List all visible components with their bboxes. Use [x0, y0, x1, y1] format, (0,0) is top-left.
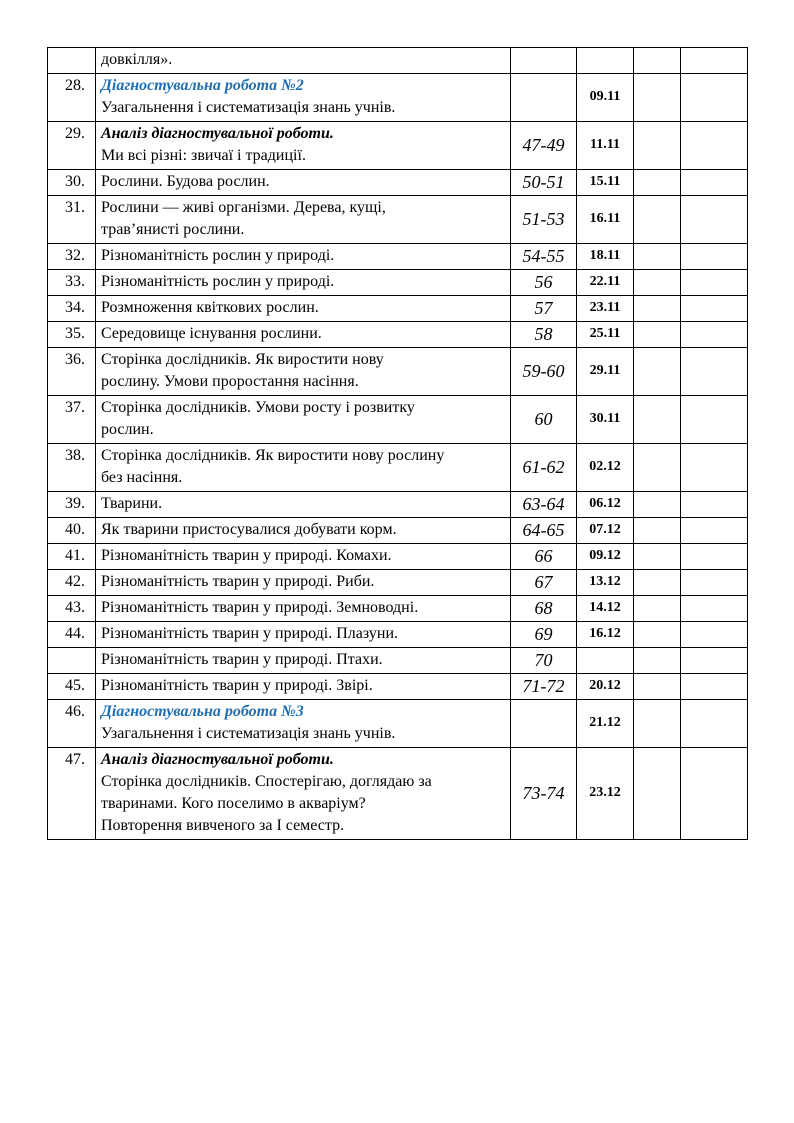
- empty-cell: [681, 518, 748, 544]
- lesson-date: 29.11: [577, 348, 634, 396]
- lesson-number: 34.: [48, 296, 96, 322]
- textbook-pages: 68: [511, 596, 577, 622]
- topic-line: Різноманітність тварин у природі. Плазуни.: [101, 625, 398, 642]
- lesson-number: 33.: [48, 270, 96, 296]
- empty-cell: [681, 122, 748, 170]
- empty-cell: [681, 570, 748, 596]
- table-row: [48, 348, 748, 396]
- lesson-date: 16.12: [577, 622, 634, 648]
- lesson-date: 13.12: [577, 570, 634, 596]
- table-row: [48, 296, 748, 322]
- textbook-pages: 47-49: [511, 122, 577, 170]
- textbook-pages: 50-51: [511, 170, 577, 196]
- lesson-number: 39.: [48, 492, 96, 518]
- empty-cell: [634, 544, 681, 570]
- lesson-number: [48, 648, 96, 674]
- lesson-date: 30.11: [577, 396, 634, 444]
- lesson-number: 31.: [48, 196, 96, 244]
- empty-cell: [634, 596, 681, 622]
- lesson-date: 18.11: [577, 244, 634, 270]
- empty-cell: [681, 196, 748, 244]
- topic-line: Сторінка дослідників. Як виростити нову рослину: [101, 447, 445, 464]
- lesson-topic: [96, 748, 511, 840]
- lesson-date: 07.12: [577, 518, 634, 544]
- empty-cell: [634, 322, 681, 348]
- textbook-pages: 57: [511, 296, 577, 322]
- empty-cell: [634, 622, 681, 648]
- textbook-pages: 61-62: [511, 444, 577, 492]
- topic-line: Сторінка дослідників. Як виростити нову: [101, 351, 384, 368]
- table-row: [48, 444, 748, 492]
- lesson-number: 43.: [48, 596, 96, 622]
- empty-cell: [634, 348, 681, 396]
- lesson-date: 09.11: [577, 74, 634, 122]
- topic-line: без насіння.: [101, 469, 183, 486]
- lesson-date: 06.12: [577, 492, 634, 518]
- lesson-number: 40.: [48, 518, 96, 544]
- lesson-number: 28.: [48, 74, 96, 122]
- textbook-pages: [511, 74, 577, 122]
- table-row: [48, 322, 748, 348]
- table-row: [48, 648, 748, 674]
- lesson-number: 44.: [48, 622, 96, 648]
- lesson-topic: [96, 518, 511, 544]
- analysis-title: Аналіз діагностувальної роботи.: [101, 751, 334, 768]
- empty-cell: [634, 74, 681, 122]
- table-row: [48, 170, 748, 196]
- empty-cell: [634, 396, 681, 444]
- topic-line: Сторінка дослідників. Умови росту і розвитку: [101, 399, 415, 416]
- textbook-pages: 58: [511, 322, 577, 348]
- empty-cell: [634, 518, 681, 544]
- topic-line: рослину. Умови проростання насіння.: [101, 373, 359, 390]
- empty-cell: [634, 270, 681, 296]
- lesson-date: 02.12: [577, 444, 634, 492]
- empty-cell: [681, 674, 748, 700]
- topic-line: Рослини — живі організми. Дерева, кущі,: [101, 199, 386, 216]
- empty-cell: [681, 700, 748, 748]
- empty-cell: [634, 570, 681, 596]
- lesson-topic: [96, 674, 511, 700]
- table-row: [48, 674, 748, 700]
- diagnostic-work-title: Діагностувальна робота №2: [101, 77, 304, 94]
- topic-line: Середовище існування рослини.: [101, 325, 322, 342]
- lesson-topic: [96, 296, 511, 322]
- table-row: [48, 196, 748, 244]
- lesson-date: 09.12: [577, 544, 634, 570]
- lesson-topic: [96, 570, 511, 596]
- topic-line: Тварини.: [101, 495, 163, 512]
- textbook-pages: 73-74: [511, 748, 577, 840]
- lesson-topic: [96, 648, 511, 674]
- table-row: [48, 596, 748, 622]
- lesson-topic: [96, 348, 511, 396]
- empty-cell: [634, 674, 681, 700]
- table-row: [48, 74, 748, 122]
- empty-cell: [681, 322, 748, 348]
- table-row: [48, 544, 748, 570]
- textbook-pages: 60: [511, 396, 577, 444]
- empty-cell: [634, 48, 681, 74]
- empty-cell: [681, 622, 748, 648]
- lesson-date: 20.12: [577, 674, 634, 700]
- topic-line: трав’янисті рослини.: [101, 221, 245, 238]
- empty-cell: [681, 244, 748, 270]
- topic-line: Різноманітність тварин у природі. Земноводні.: [101, 599, 419, 616]
- empty-cell: [634, 492, 681, 518]
- topic-line: Як тварини пристосувалися добувати корм.: [101, 521, 397, 538]
- table-row: [48, 700, 748, 748]
- lesson-date: [577, 648, 634, 674]
- empty-cell: [634, 700, 681, 748]
- topic-line: Різноманітність тварин у природі. Птахи.: [101, 651, 383, 668]
- empty-cell: [681, 596, 748, 622]
- topic-line: Розмноження квіткових рослин.: [101, 299, 319, 316]
- textbook-pages: 66: [511, 544, 577, 570]
- empty-cell: [681, 748, 748, 840]
- lesson-topic: [96, 544, 511, 570]
- empty-cell: [634, 122, 681, 170]
- lesson-topic: [96, 170, 511, 196]
- lesson-topic: [96, 270, 511, 296]
- topic-line: Різноманітність тварин у природі. Риби.: [101, 573, 375, 590]
- textbook-pages: 67: [511, 570, 577, 596]
- empty-cell: [681, 492, 748, 518]
- lesson-number: 42.: [48, 570, 96, 596]
- textbook-pages: 64-65: [511, 518, 577, 544]
- lesson-date: 22.11: [577, 270, 634, 296]
- lesson-number: 38.: [48, 444, 96, 492]
- lesson-date: [577, 48, 634, 74]
- lesson-topic: [96, 492, 511, 518]
- lesson-number: 30.: [48, 170, 96, 196]
- lesson-topic: [96, 444, 511, 492]
- topic-line: Повторення вивченого за І семестр.: [101, 817, 345, 834]
- topic-line: Ми всі різні: звичаї і традиції.: [101, 147, 306, 164]
- empty-cell: [681, 544, 748, 570]
- empty-cell: [634, 170, 681, 196]
- empty-cell: [681, 48, 748, 74]
- topic-line: тваринами. Кого поселимо в акваріум?: [101, 795, 366, 812]
- textbook-pages: 54-55: [511, 244, 577, 270]
- textbook-pages: [511, 700, 577, 748]
- lesson-topic: [96, 244, 511, 270]
- lesson-number: 32.: [48, 244, 96, 270]
- empty-cell: [681, 296, 748, 322]
- lesson-number: 29.: [48, 122, 96, 170]
- lesson-date: 21.12: [577, 700, 634, 748]
- lesson-topic: [96, 74, 511, 122]
- lesson-date: 14.12: [577, 596, 634, 622]
- topic-line: Різноманітність рослин у природі.: [101, 273, 335, 290]
- lesson-topic: [96, 196, 511, 244]
- table-row: [48, 748, 748, 840]
- empty-cell: [681, 444, 748, 492]
- lesson-number: 36.: [48, 348, 96, 396]
- table-row: [48, 244, 748, 270]
- lesson-date: 15.11: [577, 170, 634, 196]
- lesson-number: 47.: [48, 748, 96, 840]
- empty-cell: [681, 170, 748, 196]
- topic-line: Різноманітність тварин у природі. Комахи.: [101, 547, 392, 564]
- topic-line: Різноманітність рослин у природі.: [101, 247, 335, 264]
- empty-cell: [681, 348, 748, 396]
- lesson-plan-table: [47, 47, 748, 840]
- empty-cell: [634, 196, 681, 244]
- table-row: [48, 492, 748, 518]
- lesson-topic: [96, 48, 511, 74]
- lesson-date: 25.11: [577, 322, 634, 348]
- empty-cell: [634, 748, 681, 840]
- lesson-number: 46.: [48, 700, 96, 748]
- textbook-pages: 70: [511, 648, 577, 674]
- lesson-number: 35.: [48, 322, 96, 348]
- lesson-date: 16.11: [577, 196, 634, 244]
- diagnostic-work-title: Діагностувальна робота №3: [101, 703, 304, 720]
- empty-cell: [681, 648, 748, 674]
- lesson-topic: [96, 396, 511, 444]
- textbook-pages: 56: [511, 270, 577, 296]
- topic-line: Сторінка дослідників. Спостерігаю, доглядаю за: [101, 773, 432, 790]
- topic-line: Різноманітність тварин у природі. Звірі.: [101, 677, 373, 694]
- lesson-date: 11.11: [577, 122, 634, 170]
- topic-line: рослин.: [101, 421, 154, 438]
- lesson-number: 41.: [48, 544, 96, 570]
- empty-cell: [681, 74, 748, 122]
- textbook-pages: [511, 48, 577, 74]
- table-row: [48, 518, 748, 544]
- topic-line: Узагальнення і систематизація знань учнів.: [101, 99, 396, 116]
- lesson-number: 45.: [48, 674, 96, 700]
- lesson-topic: [96, 596, 511, 622]
- lesson-number: 37.: [48, 396, 96, 444]
- table-row: [48, 622, 748, 648]
- empty-cell: [634, 244, 681, 270]
- table-row: [48, 570, 748, 596]
- textbook-pages: 71-72: [511, 674, 577, 700]
- empty-cell: [681, 270, 748, 296]
- textbook-pages: 63-64: [511, 492, 577, 518]
- analysis-title: Аналіз діагностувальної роботи.: [101, 125, 334, 142]
- table-row: [48, 396, 748, 444]
- textbook-pages: 51-53: [511, 196, 577, 244]
- empty-cell: [634, 296, 681, 322]
- table-row: [48, 48, 748, 74]
- textbook-pages: 59-60: [511, 348, 577, 396]
- lesson-date: 23.12: [577, 748, 634, 840]
- table-row: [48, 122, 748, 170]
- textbook-pages: 69: [511, 622, 577, 648]
- topic-line: довкілля».: [101, 51, 173, 68]
- lesson-date: 23.11: [577, 296, 634, 322]
- topic-line: Рослини. Будова рослин.: [101, 173, 270, 190]
- lesson-topic: [96, 622, 511, 648]
- lesson-topic: [96, 322, 511, 348]
- table-row: [48, 270, 748, 296]
- lesson-number: [48, 48, 96, 74]
- empty-cell: [634, 648, 681, 674]
- topic-line: Узагальнення і систематизація знань учнів.: [101, 725, 396, 742]
- lesson-topic: [96, 122, 511, 170]
- empty-cell: [634, 444, 681, 492]
- lesson-topic: [96, 700, 511, 748]
- empty-cell: [681, 396, 748, 444]
